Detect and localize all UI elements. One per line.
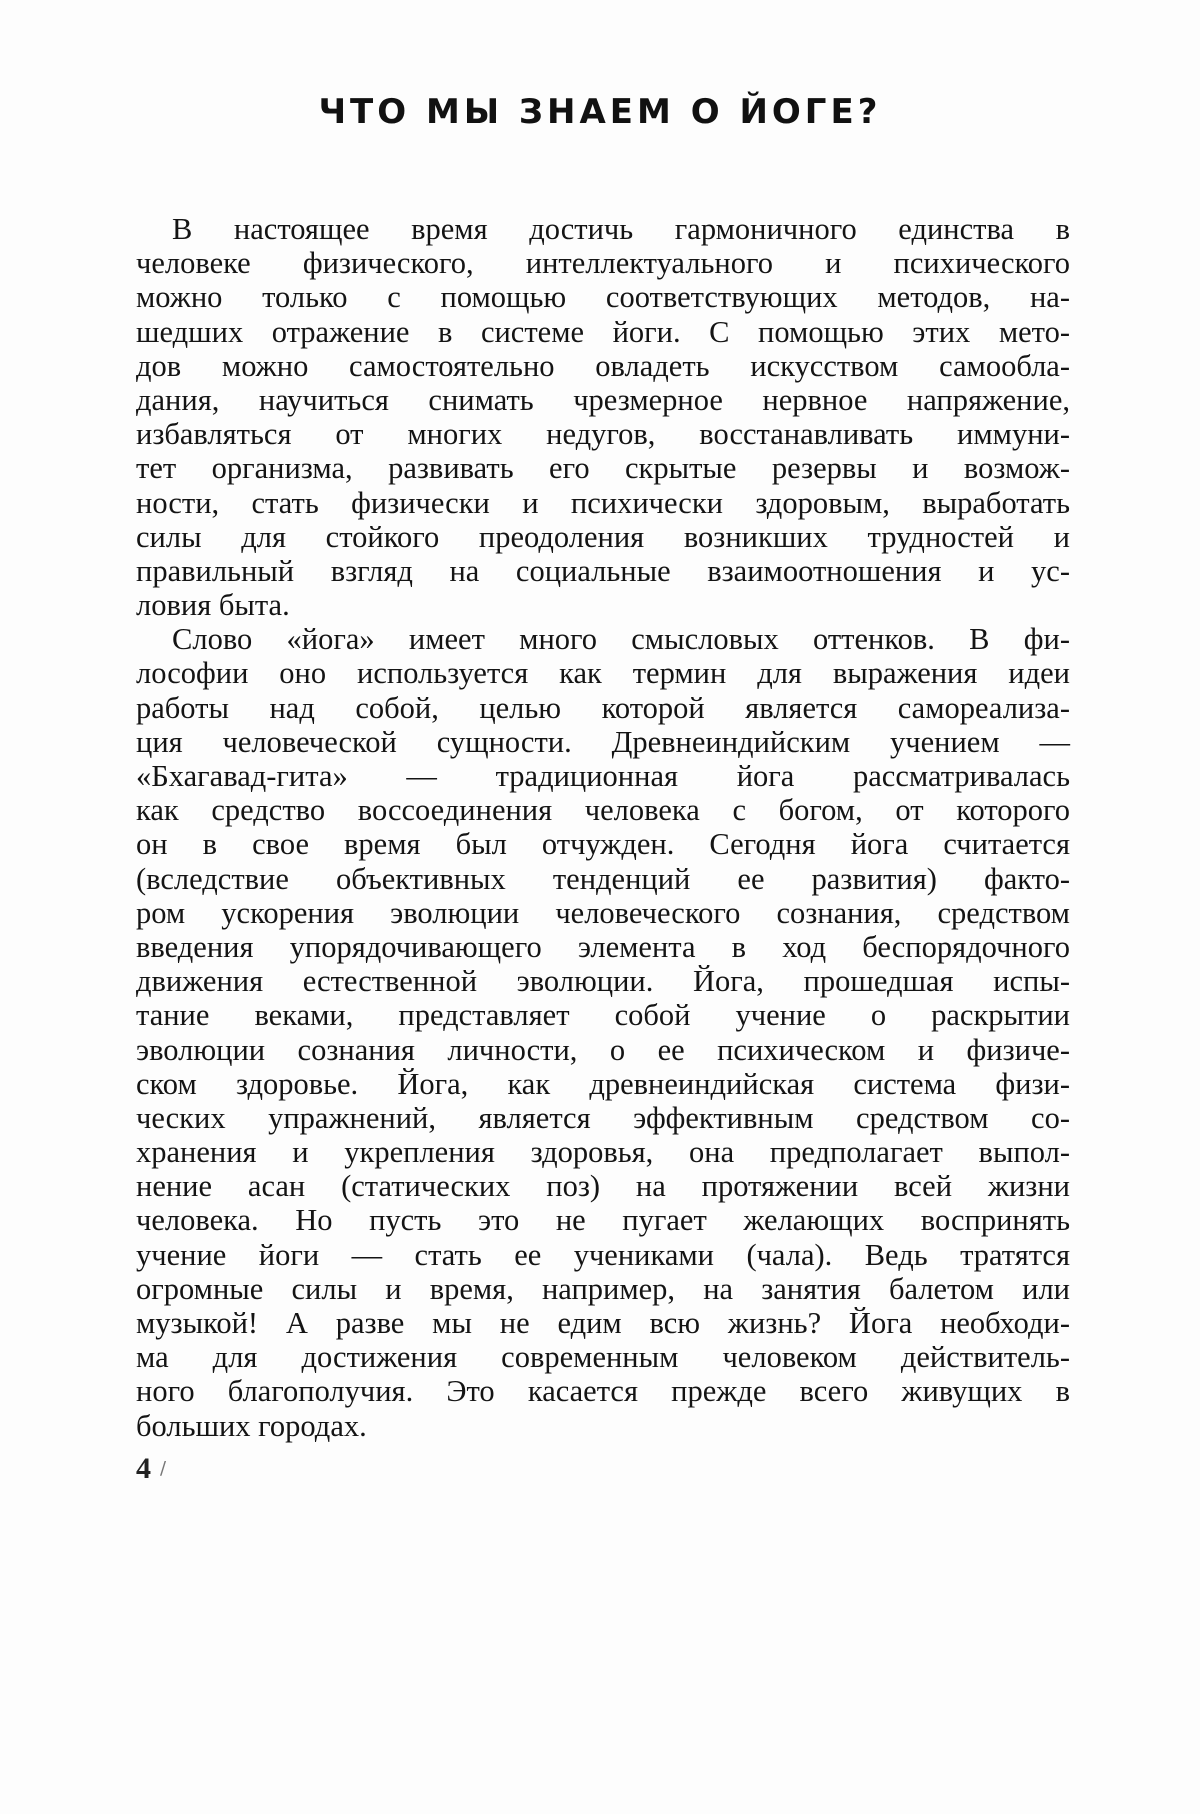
- text-line: огромные силы и время, например, на занятия балетом или: [136, 1271, 1070, 1306]
- text-line: человеке физического, интеллектуального и психического: [136, 246, 1070, 281]
- text-line: лософии оно используется как термин для выражения идеи: [136, 656, 1070, 691]
- paragraph: [136, 622, 1070, 1443]
- text-line: как средство воссоединения человека с богом, от которого: [136, 793, 1070, 828]
- body-text: [136, 212, 1070, 1443]
- text-line: дов можно самостоятельно овладеть искусством самообла-: [136, 348, 1070, 383]
- text-line: нение асан (статических поз) на протяжении всей жизни: [136, 1169, 1070, 1204]
- text-line: дания, научиться снимать чрезмерное нервное напряжение,: [136, 382, 1070, 417]
- text-line: введения упорядочивающего элемента в ход беспорядочного: [136, 929, 1070, 964]
- text-line: «Бхагавад-гита» — традиционная йога рассматривалась: [136, 759, 1070, 793]
- text-line: тание веками, представляет собой учение о раскрытии: [136, 998, 1070, 1033]
- text-line: Слово «йога» имеет много смысловых оттенков. В фи-: [172, 622, 1070, 657]
- text-line: избавляться от многих недугов, восстанавливать иммуни-: [136, 417, 1070, 452]
- text-line: ском здоровье. Йога, как древнеиндийская система физи-: [136, 1066, 1070, 1101]
- text-line: музыкой! А разве мы не едим всю жизнь? Йога необходи-: [136, 1306, 1070, 1340]
- text-line: ром ускорения эволюции человеческого сознания, средством: [136, 895, 1070, 930]
- page-number: 4: [136, 1452, 151, 1485]
- text-line: ма для достижения современным человеком действитель-: [136, 1340, 1070, 1375]
- text-line: можно только с помощью соответствующих методов, на-: [136, 280, 1070, 315]
- text-line: движения естественной эволюции. Йога, прошедшая испы-: [136, 964, 1070, 999]
- text-line: шедших отражение в системе йоги. С помощью этих мето-: [136, 314, 1070, 349]
- text-line: хранения и укрепления здоровья, она предполагает выпол-: [136, 1135, 1070, 1170]
- text-line: тет организма, развивать его скрытые резервы и возмож-: [136, 451, 1070, 486]
- text-line: работы над собой, целью которой является самореализа-: [136, 690, 1070, 725]
- paragraph: [136, 212, 1070, 622]
- text-line: больших городах.: [136, 1408, 367, 1443]
- text-line: учение йоги — стать ее учениками (чала). Ведь тратятся: [136, 1237, 1070, 1272]
- page-title: ЧТО МЫ ЗНАЕМ О ЙОГЕ?: [318, 92, 882, 132]
- text-line: человека. Но пусть это не пугает желающих воспринять: [136, 1203, 1070, 1238]
- text-line: эволюции сознания личности, о ее психическом и физиче-: [136, 1032, 1070, 1067]
- text-line: ческих упражнений, является эффективным средством со-: [136, 1100, 1070, 1135]
- text-line: ция человеческой сущности. Древнеиндийским учением —: [136, 724, 1070, 759]
- print-speck: /: [160, 1458, 167, 1479]
- text-line: В настоящее время достичь гармоничного единства в: [172, 212, 1070, 246]
- text-line: ловия быта.: [136, 588, 290, 623]
- text-line: ности, стать физически и психически здоровым, выработать: [136, 485, 1070, 520]
- text-line: (вследствие объективных тенденций ее развития) факто-: [136, 861, 1070, 896]
- text-line: силы для стойкого преодоления возникших трудностей и: [136, 519, 1070, 554]
- text-line: правильный взгляд на социальные взаимоотношения и ус-: [136, 553, 1070, 588]
- text-line: он в свое время был отчужден. Сегодня йога считается: [136, 827, 1070, 862]
- text-line: ного благополучия. Это касается прежде всего живущих в: [136, 1374, 1070, 1409]
